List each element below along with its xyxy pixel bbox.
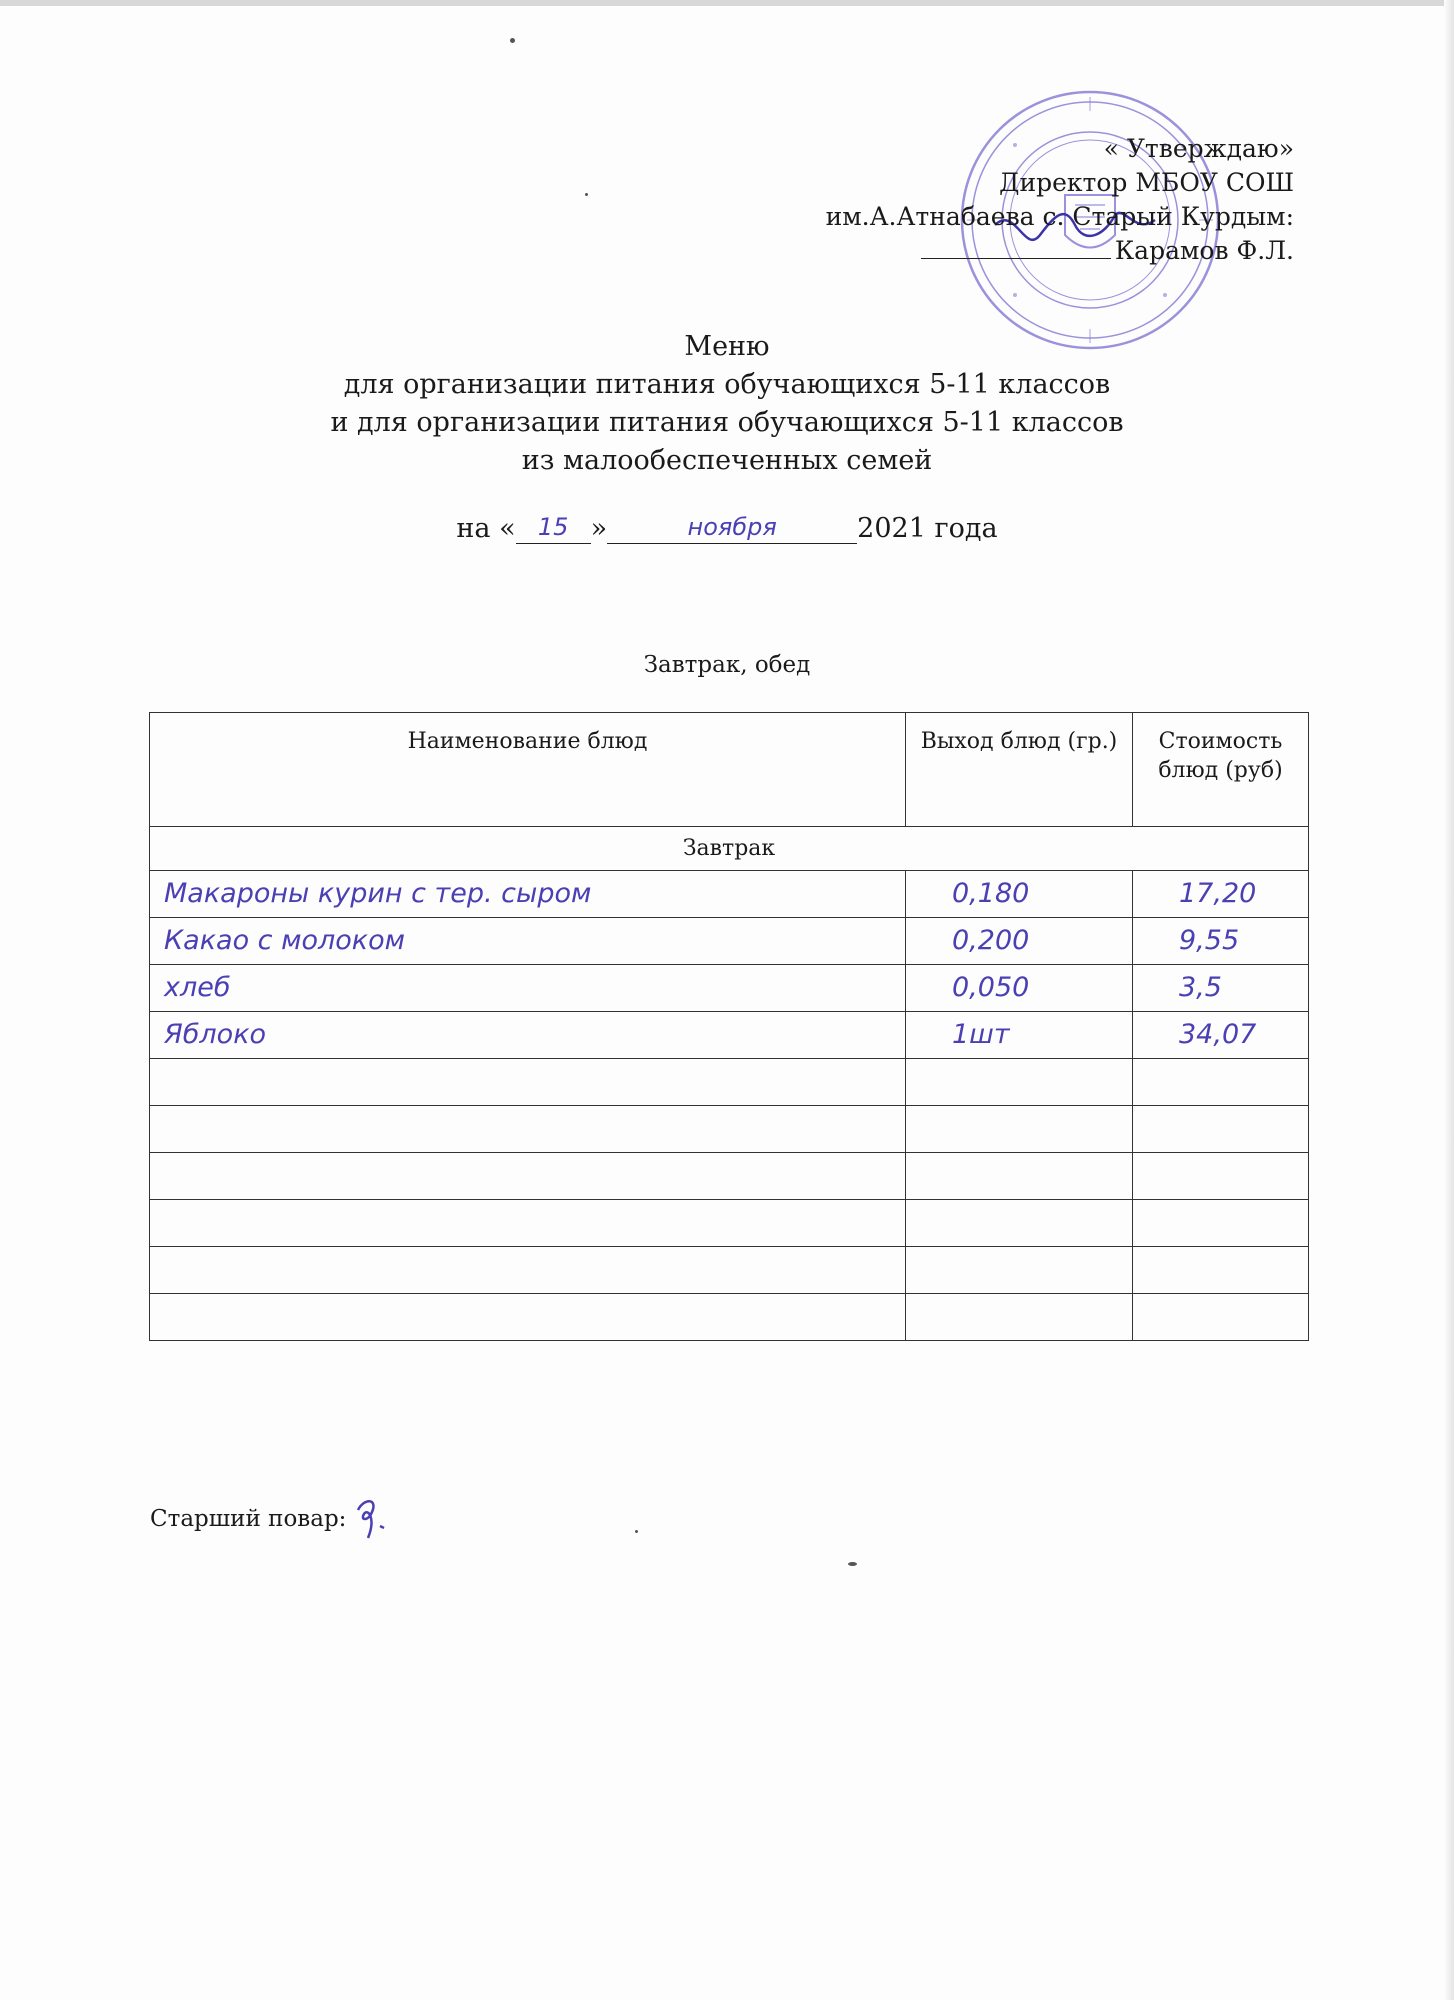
- scan-top-edge: [0, 0, 1454, 6]
- table-row: [150, 871, 1309, 918]
- price-cell-value: 3,5: [1179, 972, 1222, 1003]
- dish-name-cell: [150, 1247, 906, 1294]
- meal-subtitle: Завтрак, обед: [643, 652, 811, 678]
- scan-speck: [585, 193, 588, 196]
- dish-name-cell-value: Какао с молоком: [164, 925, 405, 956]
- approval-block: [826, 132, 1294, 268]
- weight-cell-value: 0,050: [952, 972, 1030, 1003]
- approval-school: им.А.Атнабаева с. Старый Курдым:: [825, 202, 1294, 231]
- cook-signature: [350, 1490, 420, 1550]
- scan-right-edge: [1444, 0, 1454, 2000]
- cook-label: Старший повар:: [150, 1506, 347, 1532]
- price-cell: [1133, 1153, 1309, 1200]
- table-row: [150, 918, 1309, 965]
- weight-cell-value: 1шт: [952, 1019, 1010, 1050]
- price-cell-value: 34,07: [1179, 1019, 1257, 1050]
- price-cell-value: 9,55: [1179, 925, 1240, 956]
- weight-cell: [906, 1294, 1133, 1341]
- weight-cell: [906, 1153, 1133, 1200]
- weight-cell: [906, 1059, 1133, 1106]
- price-cell: [1133, 1294, 1309, 1341]
- price-cell: [1133, 965, 1309, 1012]
- table-row: [150, 965, 1309, 1012]
- dish-name-cell: [150, 918, 906, 965]
- approval-position: Директор МБОУ СОШ: [999, 168, 1294, 197]
- price-cell: [1133, 871, 1309, 918]
- price-cell: [1133, 1012, 1309, 1059]
- dish-name-cell: [150, 1200, 906, 1247]
- table-section-row: [150, 827, 1309, 871]
- menu-table: [149, 712, 1309, 1341]
- weight-cell: [906, 1200, 1133, 1247]
- dish-name-cell: [150, 1012, 906, 1059]
- weight-cell-value: 0,200: [952, 925, 1030, 956]
- price-cell: [1133, 1106, 1309, 1153]
- weight-cell: [906, 918, 1133, 965]
- scan-speck: [635, 1530, 638, 1533]
- table-body: [150, 871, 1309, 1341]
- approval-signature-line: [826, 234, 1294, 268]
- date-month-value: ноября: [687, 513, 777, 541]
- approval-director-name: Карамов Ф.Л.: [1114, 236, 1294, 265]
- date-day-field: [516, 513, 591, 544]
- table-row: [150, 1247, 1309, 1294]
- dish-name-cell-value: Яблоко: [164, 1019, 267, 1050]
- scan-speck: [848, 1562, 857, 1566]
- price-cell: [1133, 1200, 1309, 1247]
- dish-name-cell-value: хлеб: [164, 972, 231, 1003]
- menu-title-line4: из малообеспеченных семей: [521, 445, 933, 476]
- menu-title-block: [0, 328, 1454, 480]
- approval-heading: « Утверждаю»: [1103, 134, 1294, 163]
- menu-title-line2: для организации питания обучающихся 5-11 классов: [343, 369, 1111, 400]
- weight-cell: [906, 1012, 1133, 1059]
- section-breakfast: Завтрак: [150, 827, 1309, 871]
- table-row: [150, 1153, 1309, 1200]
- menu-date: [0, 513, 1454, 544]
- table-row: [150, 1200, 1309, 1247]
- date-prefix: на «: [456, 513, 516, 544]
- weight-cell: [906, 1247, 1133, 1294]
- weight-cell: [906, 965, 1133, 1012]
- table-header-row: [150, 713, 1309, 827]
- dish-name-cell: [150, 1059, 906, 1106]
- weight-cell: [906, 871, 1133, 918]
- header-price: Стоимость блюд (руб): [1133, 713, 1309, 827]
- table-row: [150, 1294, 1309, 1341]
- price-cell-value: 17,20: [1179, 878, 1257, 909]
- dish-name-cell: [150, 1153, 906, 1200]
- price-cell: [1133, 918, 1309, 965]
- dish-name-cell: [150, 965, 906, 1012]
- date-mid: »: [590, 513, 608, 544]
- signature-blank: [921, 236, 1111, 259]
- table-row: [150, 1106, 1309, 1153]
- scan-speck: [510, 38, 515, 43]
- date-month-field: [607, 513, 857, 544]
- dish-name-cell-value: Макароны курин с тер. сыром: [164, 878, 592, 909]
- date-day-value: 15: [537, 513, 569, 541]
- header-weight: Выход блюд (гр.): [906, 713, 1133, 827]
- table-row: [150, 1012, 1309, 1059]
- menu-title: Меню: [684, 331, 770, 362]
- price-cell: [1133, 1247, 1309, 1294]
- weight-cell-value: 0,180: [952, 878, 1030, 909]
- menu-title-line3: и для организации питания обучающихся 5-11 классов: [330, 407, 1124, 438]
- table-row: [150, 1059, 1309, 1106]
- price-cell: [1133, 1059, 1309, 1106]
- date-suffix: 2021 года: [857, 513, 998, 544]
- dish-name-cell: [150, 1294, 906, 1341]
- dish-name-cell: [150, 871, 906, 918]
- weight-cell: [906, 1106, 1133, 1153]
- dish-name-cell: [150, 1106, 906, 1153]
- header-dish-name: Наименование блюд: [150, 713, 906, 827]
